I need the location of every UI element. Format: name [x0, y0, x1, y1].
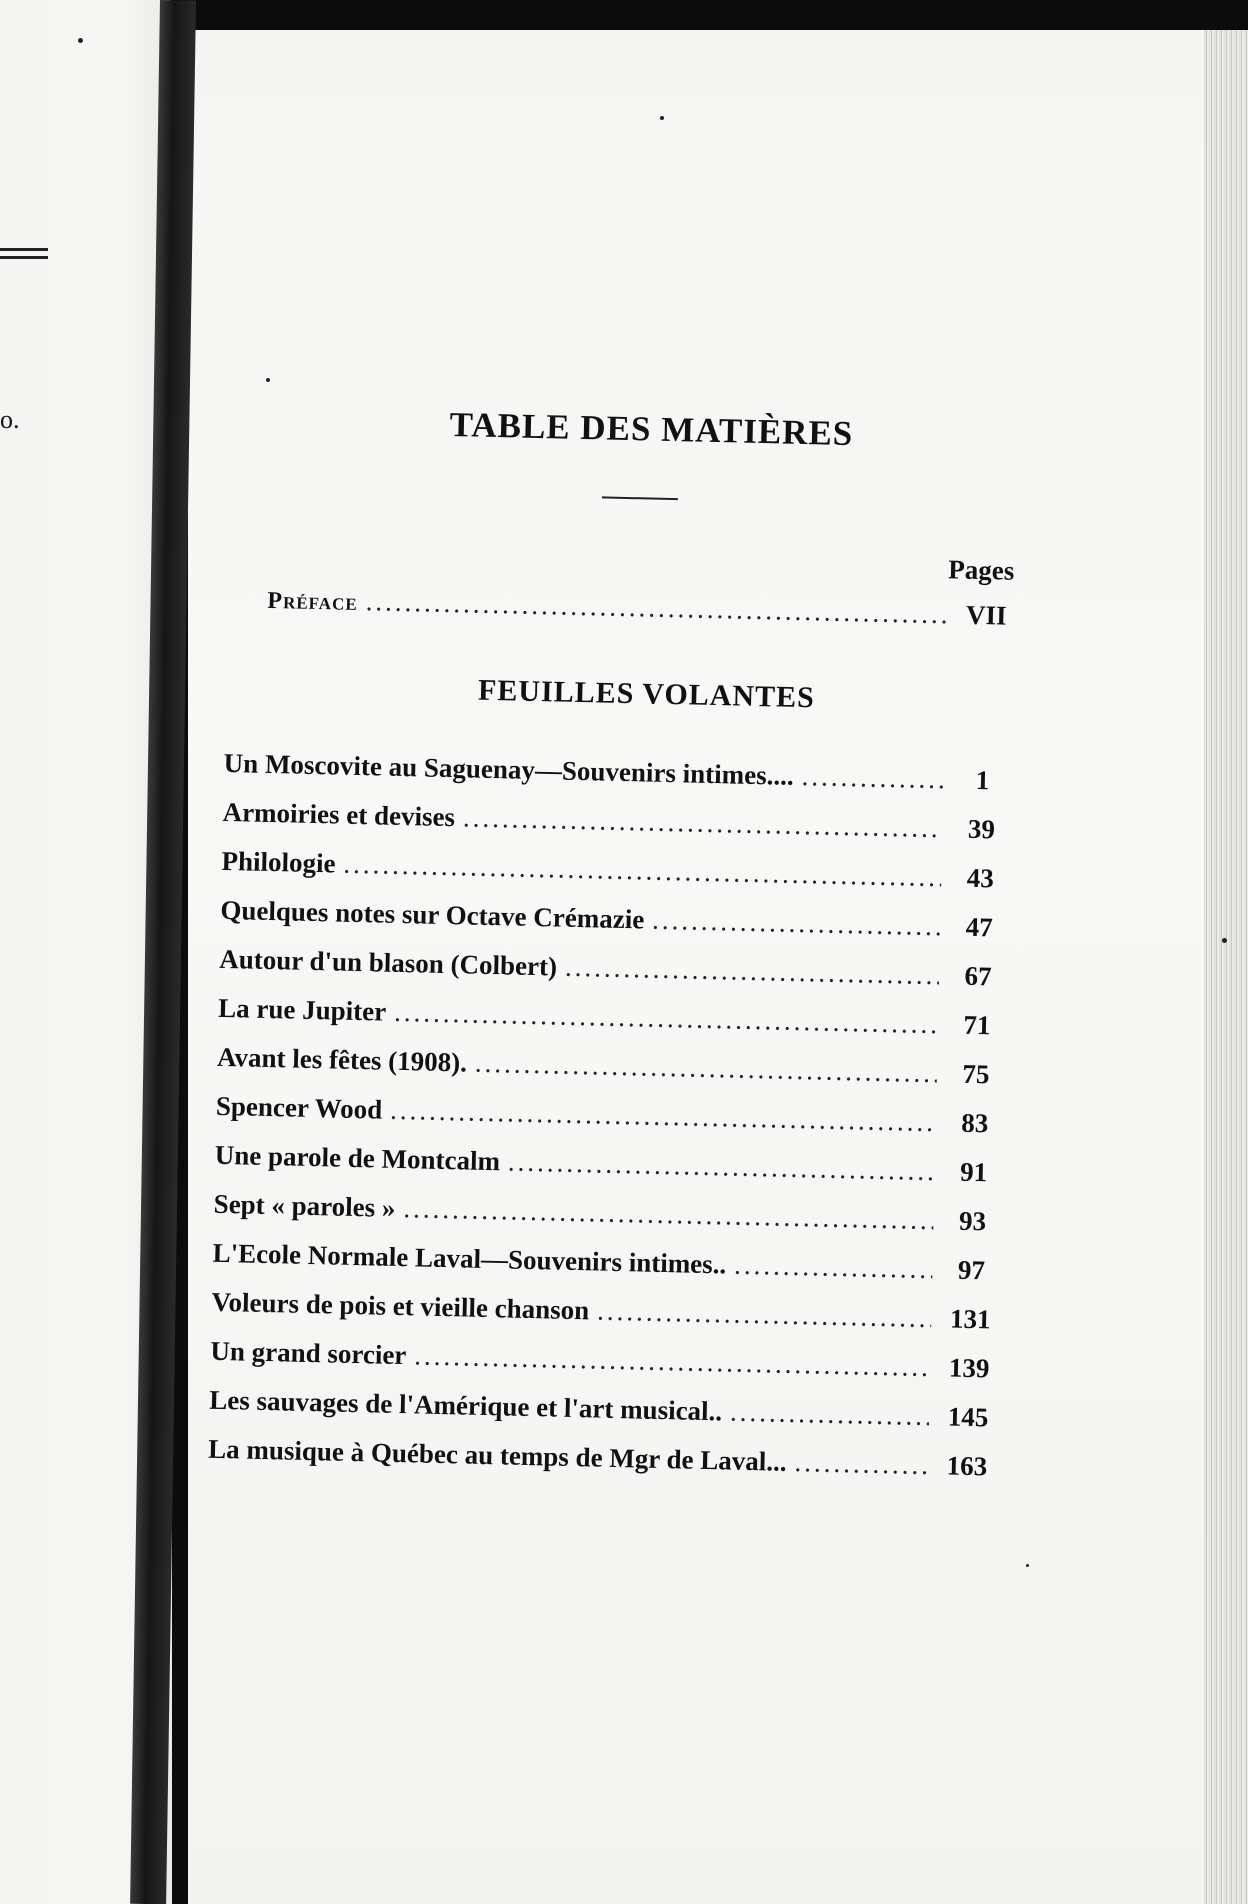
- toc-entry-label: La rue Jupiter: [217, 992, 387, 1027]
- dust-speck: [1026, 1564, 1029, 1567]
- toc-entry-page: 83: [960, 1107, 989, 1139]
- toc-entry-page: 47: [965, 911, 994, 943]
- dot-leader: [730, 1397, 930, 1433]
- toc-entry-page: 43: [966, 862, 995, 894]
- toc-entries: [207, 748, 1013, 1501]
- toc-entry-label: Philologie: [221, 845, 336, 879]
- toc-entry-page: 71: [963, 1009, 991, 1041]
- dot-leader: [652, 905, 941, 943]
- title-rule: [602, 496, 678, 500]
- toc-entry-page: 67: [964, 960, 992, 992]
- toc-entry-label: Spencer Wood: [215, 1090, 383, 1125]
- toc-entry-page: 39: [967, 813, 996, 845]
- toc-entry-page: 97: [957, 1254, 986, 1286]
- toc-entry-label: Préface: [267, 587, 359, 616]
- dot-leader: [801, 761, 944, 795]
- toc-entry-page: 139: [948, 1352, 990, 1384]
- scan-border: [170, 0, 1248, 30]
- toc-entry-label: Autour d'un blason (Colbert): [218, 943, 558, 982]
- toc-entry-page: 145: [947, 1401, 989, 1433]
- dust-speck: [1222, 938, 1227, 943]
- left-page-rule: [0, 248, 48, 251]
- dot-leader: [734, 1250, 933, 1285]
- toc-entry-label: Armoiries et devises: [222, 796, 456, 833]
- toc-entry-page: 1: [975, 764, 990, 796]
- toc-entry-label: Les sauvages de l'Amérique et l'art musical..: [208, 1384, 723, 1427]
- dot-leader: [597, 1296, 932, 1335]
- toc-entry-label: Voleurs de pois et vieille chanson: [211, 1286, 590, 1326]
- dot-leader: [794, 1447, 928, 1481]
- toc-entry-label: Sept « paroles »: [213, 1188, 396, 1223]
- toc-entry-page: 75: [962, 1058, 990, 1090]
- section-title: FEUILLES VOLANTES: [477, 673, 816, 715]
- toc-entry-page: 93: [958, 1205, 987, 1237]
- toc-entry-label: La musique à Québec au temps de Mgr de Laval...: [207, 1433, 787, 1477]
- toc-entry-label: Une parole de Montcalm: [214, 1139, 501, 1177]
- dust-speck: [266, 378, 270, 382]
- dust-speck: [660, 116, 664, 120]
- page-title: TABLE DES MATIÈRES: [449, 404, 854, 454]
- left-page-mark: o.: [0, 405, 20, 434]
- toc-entry-page: 163: [946, 1450, 988, 1482]
- toc-entry-label: L'Ecole Normale Laval—Souvenirs intimes..: [212, 1237, 727, 1280]
- page-edge: [1204, 0, 1248, 1904]
- toc-entry-page: 131: [949, 1303, 991, 1335]
- pages-column-header: Pages: [948, 554, 1015, 586]
- toc-entry-label: Un grand sorcier: [210, 1335, 407, 1371]
- toc-row-preface: [227, 583, 1018, 650]
- toc-entry-page: 91: [959, 1156, 988, 1188]
- toc-entry-label: Avant les fêtes (1908).: [216, 1041, 468, 1078]
- toc-entry-page: VII: [965, 599, 1007, 631]
- table-of-contents: [207, 400, 1021, 1501]
- left-page-rule: [0, 256, 48, 259]
- toc-entry-label: Quelques notes sur Octave Crémazie: [220, 894, 645, 935]
- toc-entry-label: Un Moscovite au Saguenay—Souvenirs intimes....: [223, 747, 795, 791]
- dust-speck: [78, 38, 83, 43]
- dot-leader: [365, 586, 947, 630]
